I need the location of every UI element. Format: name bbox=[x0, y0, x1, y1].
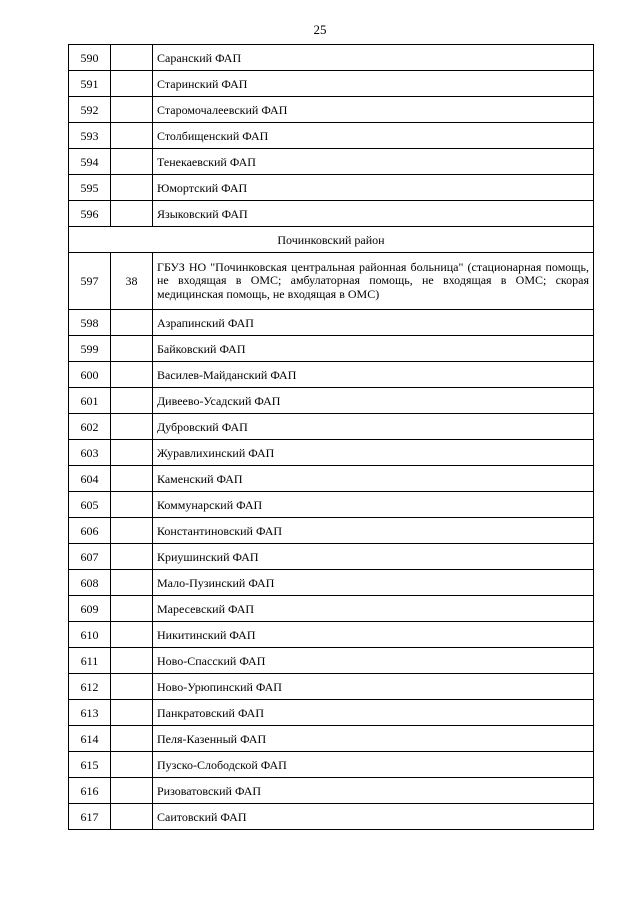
table-row bbox=[69, 518, 594, 544]
table-row bbox=[69, 596, 594, 622]
section-title: Починковский район bbox=[69, 227, 594, 253]
row-name: Панкратовский ФАП bbox=[153, 700, 594, 726]
table-row bbox=[69, 201, 594, 227]
table-row bbox=[69, 622, 594, 648]
row-name: Юмортский ФАП bbox=[153, 175, 594, 201]
row-name: Пузско-Слободской ФАП bbox=[153, 752, 594, 778]
row-name: Азрапинский ФАП bbox=[153, 310, 594, 336]
row-number: 602 bbox=[69, 414, 111, 440]
row-number: 611 bbox=[69, 648, 111, 674]
row-number: 615 bbox=[69, 752, 111, 778]
row-code bbox=[111, 622, 153, 648]
row-code bbox=[111, 492, 153, 518]
table-row bbox=[69, 440, 594, 466]
row-code bbox=[111, 201, 153, 227]
table-row bbox=[69, 700, 594, 726]
row-number: 590 bbox=[69, 45, 111, 71]
row-number: 616 bbox=[69, 778, 111, 804]
table-section bbox=[69, 227, 594, 310]
row-name: Мало-Пузинский ФАП bbox=[153, 570, 594, 596]
row-code bbox=[111, 648, 153, 674]
row-number: 598 bbox=[69, 310, 111, 336]
row-number: 597 bbox=[69, 253, 111, 310]
row-number: 601 bbox=[69, 388, 111, 414]
row-name: Дубровский ФАП bbox=[153, 414, 594, 440]
row-code bbox=[111, 45, 153, 71]
row-code bbox=[111, 570, 153, 596]
row-code bbox=[111, 336, 153, 362]
row-code bbox=[111, 362, 153, 388]
row-name: Константиновский ФАП bbox=[153, 518, 594, 544]
row-name: Старинский ФАП bbox=[153, 71, 594, 97]
row-code bbox=[111, 752, 153, 778]
row-code bbox=[111, 149, 153, 175]
row-number: 612 bbox=[69, 674, 111, 700]
row-code bbox=[111, 700, 153, 726]
row-name: Тенекаевский ФАП bbox=[153, 149, 594, 175]
row-code bbox=[111, 674, 153, 700]
table-row bbox=[69, 544, 594, 570]
table-row bbox=[69, 97, 594, 123]
row-number: 605 bbox=[69, 492, 111, 518]
row-name: Байковский ФАП bbox=[153, 336, 594, 362]
section-row bbox=[69, 227, 594, 253]
registry-table bbox=[68, 44, 594, 830]
row-code bbox=[111, 544, 153, 570]
row-name: Столбищенский ФАП bbox=[153, 123, 594, 149]
row-number: 613 bbox=[69, 700, 111, 726]
table-row bbox=[69, 804, 594, 830]
table-row bbox=[69, 336, 594, 362]
row-code bbox=[111, 778, 153, 804]
row-number: 600 bbox=[69, 362, 111, 388]
row-number: 606 bbox=[69, 518, 111, 544]
row-number: 591 bbox=[69, 71, 111, 97]
table-row bbox=[69, 310, 594, 336]
row-code bbox=[111, 726, 153, 752]
row-name: Никитинский ФАП bbox=[153, 622, 594, 648]
row-name: Ризоватовский ФАП bbox=[153, 778, 594, 804]
row-code bbox=[111, 71, 153, 97]
row-code bbox=[111, 310, 153, 336]
row-code bbox=[111, 123, 153, 149]
row-number: 609 bbox=[69, 596, 111, 622]
row-name: Криушинский ФАП bbox=[153, 544, 594, 570]
row-number: 595 bbox=[69, 175, 111, 201]
row-name: Старомочалеевский ФАП bbox=[153, 97, 594, 123]
row-name: ГБУЗ НО "Починковская центральная районная больница" (стационарная помощь, не входящая в ОМС; амбулаторная помощь, не входящая в ОМС; скорая медицинская помощь, не входящая в ОМС) bbox=[153, 253, 594, 310]
row-code: 38 bbox=[111, 253, 153, 310]
row-code bbox=[111, 518, 153, 544]
row-name: Саитовский ФАП bbox=[153, 804, 594, 830]
row-number: 592 bbox=[69, 97, 111, 123]
table-row bbox=[69, 674, 594, 700]
table-row bbox=[69, 570, 594, 596]
row-name: Ново-Спасский ФАП bbox=[153, 648, 594, 674]
table-row bbox=[69, 466, 594, 492]
row-code bbox=[111, 97, 153, 123]
row-number: 599 bbox=[69, 336, 111, 362]
row-name: Маресевский ФАП bbox=[153, 596, 594, 622]
hospital-row bbox=[69, 253, 594, 310]
table-row bbox=[69, 778, 594, 804]
row-name: Ново-Урюпинский ФАП bbox=[153, 674, 594, 700]
row-name: Каменский ФАП bbox=[153, 466, 594, 492]
row-number: 603 bbox=[69, 440, 111, 466]
row-code bbox=[111, 466, 153, 492]
table-row bbox=[69, 492, 594, 518]
table-row bbox=[69, 362, 594, 388]
table-body-top bbox=[69, 45, 594, 227]
row-number: 607 bbox=[69, 544, 111, 570]
table-row bbox=[69, 726, 594, 752]
table-row bbox=[69, 123, 594, 149]
row-code bbox=[111, 440, 153, 466]
row-name: Дивеево-Усадский ФАП bbox=[153, 388, 594, 414]
row-code bbox=[111, 388, 153, 414]
row-code bbox=[111, 175, 153, 201]
row-number: 614 bbox=[69, 726, 111, 752]
row-name: Языковский ФАП bbox=[153, 201, 594, 227]
row-number: 604 bbox=[69, 466, 111, 492]
table-row bbox=[69, 149, 594, 175]
row-name: Пеля-Казенный ФАП bbox=[153, 726, 594, 752]
table-row bbox=[69, 45, 594, 71]
row-name: Саранский ФАП bbox=[153, 45, 594, 71]
row-number: 596 bbox=[69, 201, 111, 227]
table-row bbox=[69, 752, 594, 778]
table-body-bottom bbox=[69, 310, 594, 830]
row-name: Василев-Майданский ФАП bbox=[153, 362, 594, 388]
row-number: 594 bbox=[69, 149, 111, 175]
table-row bbox=[69, 414, 594, 440]
row-number: 593 bbox=[69, 123, 111, 149]
page-number: 25 bbox=[313, 22, 327, 37]
row-code bbox=[111, 596, 153, 622]
row-number: 610 bbox=[69, 622, 111, 648]
table-row bbox=[69, 175, 594, 201]
table-row bbox=[69, 388, 594, 414]
row-name: Журавлихинский ФАП bbox=[153, 440, 594, 466]
row-code bbox=[111, 804, 153, 830]
row-number: 608 bbox=[69, 570, 111, 596]
row-code bbox=[111, 414, 153, 440]
table-row bbox=[69, 648, 594, 674]
row-number: 617 bbox=[69, 804, 111, 830]
row-name: Коммунарский ФАП bbox=[153, 492, 594, 518]
table-row bbox=[69, 71, 594, 97]
